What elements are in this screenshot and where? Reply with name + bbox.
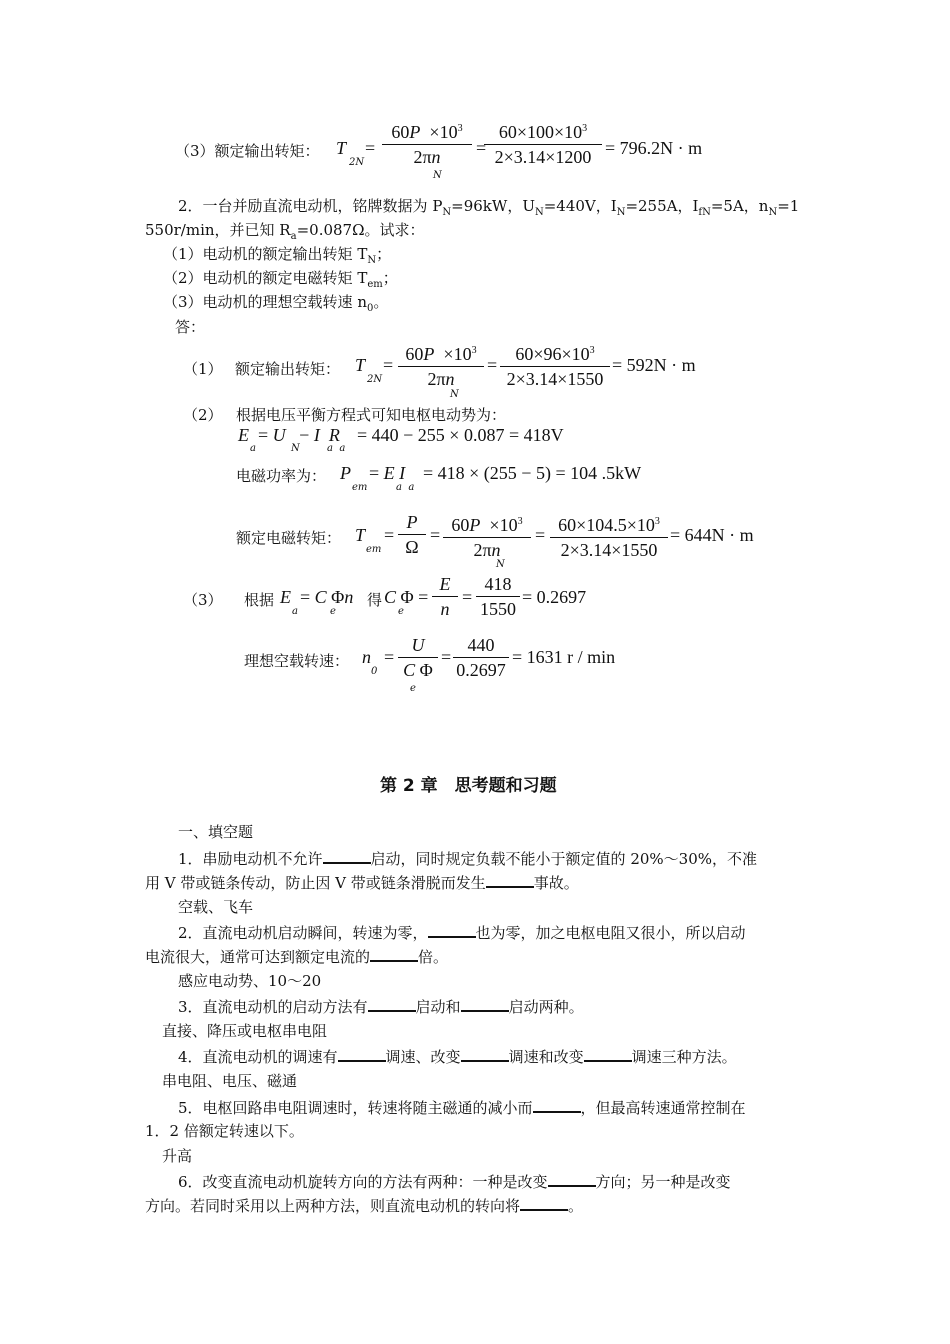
- subscript-e: e: [330, 606, 336, 617]
- equals-sign: =: [487, 355, 498, 375]
- question-6-line1: 6．改变直流电动机旋转方向的方法有两种：一种是改变 方向；另一种是改变: [178, 1173, 731, 1191]
- ans1-result: = 592N · m: [612, 355, 696, 375]
- ans2-equation-symbols: E = U − I R: [238, 425, 340, 445]
- equals-sign: =: [476, 138, 487, 158]
- equals-sign: =: [365, 138, 376, 158]
- subscript-N: N: [291, 443, 300, 454]
- subscript-a: a a: [396, 482, 415, 493]
- question-4: 4．直流电动机的调速有 调速、改变 调速和改变 调速三种方法。: [178, 1048, 737, 1066]
- subscript-a: a a: [327, 443, 346, 454]
- answer-3: 直接、降压或电枢串电阻: [162, 1022, 328, 1040]
- question-1-line1: 1．串励电动机不允许 启动，同时规定负载不能小于额定值的 20%～30%，不准: [178, 850, 757, 868]
- ans1-number: （1）: [183, 360, 223, 378]
- subscript-0: 0: [371, 666, 378, 677]
- subscript-e: e: [410, 683, 416, 694]
- ans3-speed-label: 理想空载转速：: [244, 652, 350, 670]
- answer-blank: [338, 1046, 386, 1062]
- question-2-line1: 2．直流电动机启动瞬间，转速为零， 也为零，加之电枢电阻又很小，所以启动: [178, 924, 746, 942]
- symbol-Tem: T: [355, 525, 366, 545]
- problem2-line1: 2．一台并励直流电动机，铭牌数据为 $P_N=96kW$，$U_N=440V$，$I_N=255A$，$I_{fN}=5A$，$n_N=1$: [178, 197, 800, 218]
- ans1-label: 额定输出转矩：: [235, 360, 341, 378]
- subscript-2N: 2N: [349, 157, 365, 168]
- equals-sign: =: [535, 525, 546, 545]
- equals-sign: =: [383, 355, 394, 375]
- equals-sign: =: [384, 525, 395, 545]
- answer-blank: [533, 1097, 581, 1113]
- fraction-numeric: $60\times 96\times 10^3$ 2×3.14×1550: [500, 340, 610, 390]
- equals-sign: =: [441, 647, 452, 667]
- ask2: （2）电动机的额定电磁转矩 $T_{em}$；: [163, 269, 398, 290]
- fraction-60PN-over-2pinN: $60P \times 10^3$ 2πn: [398, 340, 484, 390]
- fraction-numeric: $60\times 100\times 10^3$ 2×3.14×1200: [484, 118, 602, 168]
- answer-label: 答：: [175, 318, 206, 336]
- answer-blank: [584, 1046, 632, 1062]
- ans2-equation: = 440 − 255 × 0.087 = 418V: [357, 425, 564, 445]
- fraction-418-over-1550: 418 1550: [476, 573, 520, 620]
- fraction-Ea-over-n: E n: [432, 573, 458, 620]
- question-5-line1: 5．电枢回路串电阻调速时，转速将随主磁通的减小而 ，但最高转速通常控制在: [178, 1099, 746, 1117]
- subscript-N: N: [496, 559, 505, 570]
- equals-sign: =: [384, 647, 395, 667]
- power-symbols: P = E I: [340, 463, 406, 483]
- ans3-number: （3）: [183, 591, 223, 609]
- item3-result: = 796.2N · m: [605, 138, 703, 158]
- equals-sign: =: [462, 587, 473, 607]
- subscript-e: e: [398, 606, 404, 617]
- fraction-440-over-0.2697: 440 0.2697: [453, 634, 509, 681]
- ans3-CePhi: C Φ =: [384, 587, 429, 607]
- answer-blank: [368, 996, 416, 1012]
- fill-heading: 一、填空题: [178, 823, 254, 841]
- problem2-line2: 550r/min，并已知 $R_a=0.087\Omega$。试求：: [145, 221, 425, 242]
- answer-blank: [486, 872, 534, 888]
- ans2-torque-label: 额定电磁转矩：: [236, 529, 342, 547]
- ans3-result: = 0.2697: [522, 587, 587, 607]
- chapter-title: 第 2 章 思考题和习题: [380, 776, 557, 796]
- answer-blank: [370, 946, 418, 962]
- answer-blank: [548, 1171, 596, 1187]
- fraction-P-over-Omega: P Ω: [398, 511, 426, 558]
- fraction-numeric: $60\times 104.5\times 10^3$ 2×3.14×1550: [550, 511, 668, 561]
- ans2-torque-result: = 644N · m: [670, 525, 754, 545]
- answer-blank: [520, 1195, 568, 1211]
- answer-4: 串电阻、电压、磁通: [162, 1072, 298, 1090]
- subscript-a: a: [250, 443, 256, 454]
- ans3-speed-result: = 1631 r / min: [512, 647, 616, 667]
- ans2-power-label: 电磁功率为：: [236, 467, 327, 485]
- fraction-60PN-over-2pinN: $60P \times 10^3$ 2πn: [382, 118, 472, 168]
- subscript-a: a: [292, 606, 298, 617]
- answer-blank: [323, 848, 371, 864]
- subscript-2N: 2N: [367, 374, 383, 385]
- subscript-N: N: [450, 389, 459, 400]
- question-3: 3．直流电动机的启动方法有 启动和 启动两种。: [178, 998, 584, 1016]
- item3-label: （3）额定输出转矩：: [175, 142, 320, 160]
- ans3-equation-symbols: E = C Φn: [280, 587, 354, 607]
- symbol-T2N: T: [355, 355, 366, 375]
- subscript-em: em: [352, 482, 368, 493]
- ans3-text: 根据: [244, 591, 275, 609]
- symbol-T2N: T: [336, 138, 347, 158]
- ans2-number: （2）: [183, 406, 223, 424]
- ask1: （1）电动机的额定输出转矩 $T_N$；: [163, 245, 392, 266]
- ask3: （3）电动机的理想空载转速 $n_0$。: [163, 293, 389, 314]
- question-5-line2: 1．2 倍额定转速以下。: [145, 1122, 304, 1140]
- question-1-line2: 用 V 带或链条传动，防止因 V 带或链条滑脱而发生 事故。: [145, 874, 579, 892]
- answer-1: 空载、飞车: [178, 898, 254, 916]
- fraction-UN-over-CePhi: U C Φ: [398, 634, 438, 681]
- answer-blank: [428, 922, 476, 938]
- subscript-em: em: [366, 544, 382, 555]
- answer-2: 感应电动势、10～20: [178, 972, 322, 990]
- question-6-line2: 方向。若同时采用以上两种方法，则直流电动机的转向将 。: [145, 1197, 584, 1215]
- fraction-60Pem-over-2pinN: $60P \times 10^3$ 2πn: [443, 511, 531, 561]
- answer-blank: [461, 996, 509, 1012]
- answer-5: 升高: [162, 1147, 193, 1165]
- symbol-n0: n: [362, 647, 371, 667]
- ans2-text: 根据电压平衡方程式可知电枢电动势为：: [236, 406, 507, 424]
- question-2-line2: 电流很大，通常可达到额定电流的 倍。: [145, 948, 449, 966]
- ans2-power-equation: = 418 × (255 − 5) = 104 .5kW: [423, 463, 642, 483]
- equals-sign: =: [430, 525, 441, 545]
- answer-blank: [461, 1046, 509, 1062]
- subscript-N: N: [433, 170, 442, 181]
- ans3-de: 得: [367, 591, 383, 609]
